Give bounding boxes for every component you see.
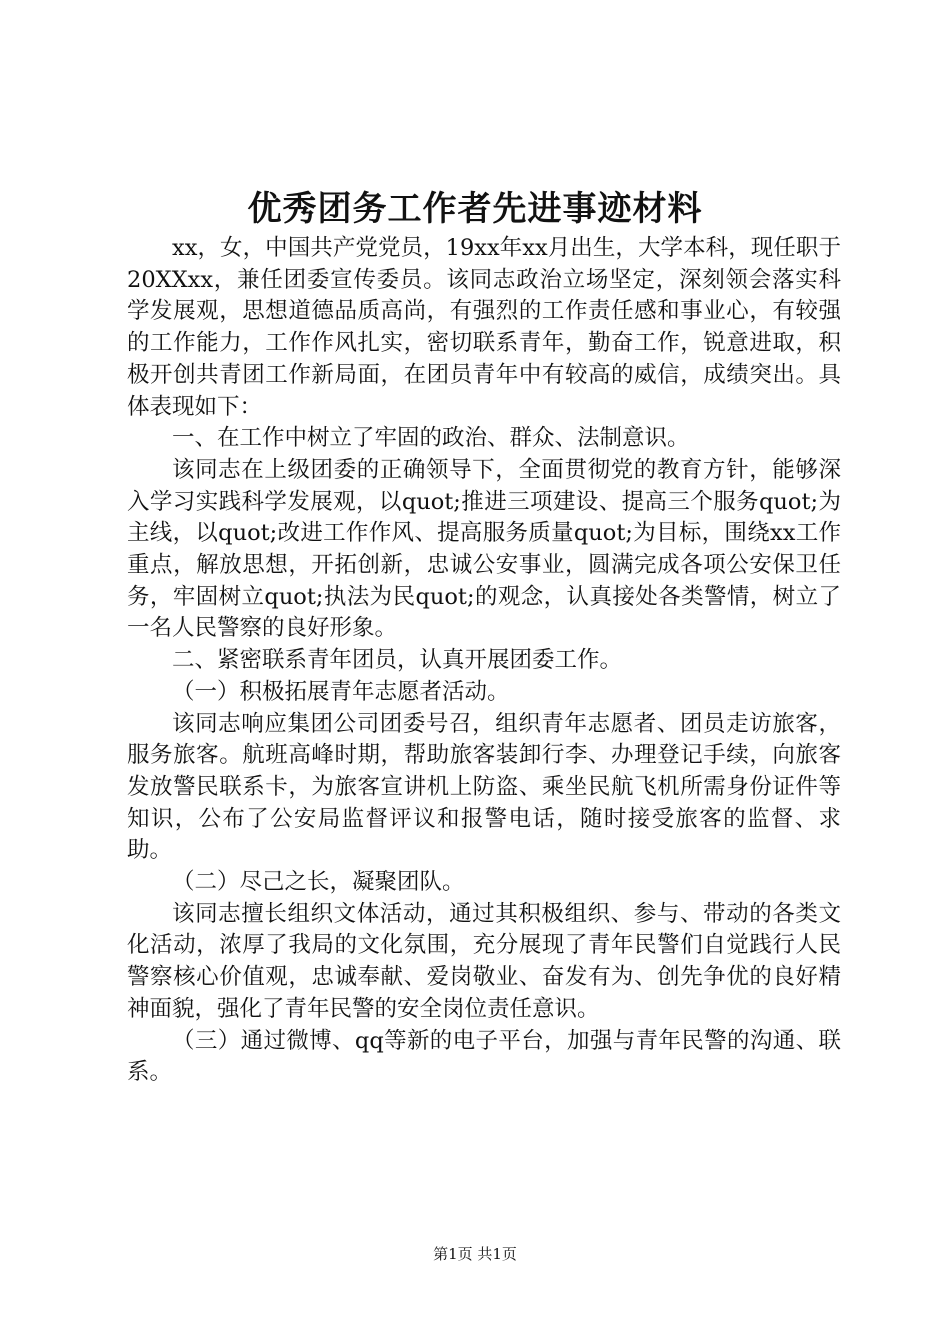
document-title: 优秀团务工作者先进事迹材料	[247, 189, 703, 229]
paragraph-intro: xx，女，中国共产党党员，19xx年xx月出生，大学本科，现任职于20XXxx，兼任团委宣传委员。该同志政治立场坚定，深刻领会落实科学发展观，思想道德品质高尚，有强烈的工作责任感和事业心，有较强的工作能力，工作作风扎实，密切联系青年，勤奋工作，锐意进取，积极开创共青团工作新局面，在团员青年中有较高的威信，成绩突出。具体表现如下：	[127, 235, 841, 420]
document-body	[127, 233, 841, 1089]
heading-section-1: 一、在工作中树立了牢固的政治、群众、法制意识。	[172, 425, 690, 452]
paragraph-section-1: 该同志在上级团委的正确领导下，全面贯彻党的教育方针，能够深入学习实践科学发展观，以quot;推进三项建设、提高三个服务quot;为主线，以quot;改进工作作风、提高服务质量quot;为目标，围绕xx工作重点，解放思想，开拓创新，忠诚公安事业，圆满完成各项公安保卫任务，牢固树立quot;执法为民quot;的观念，认真接处各类警情，树立了一名人民警察的良好形象。	[127, 456, 841, 642]
subheading-2-2: （二）尽己之长，凝聚团队。	[172, 869, 465, 896]
subheading-2-1: （一）积极拓展青年志愿者活动。	[172, 678, 510, 705]
page-number-footer: 第1页 共1页	[433, 1245, 517, 1263]
paragraph-2-2: 该同志擅长组织文体活动，通过其积极组织、参与、带动的各类文化活动，浓厚了我局的文化氛围，充分展现了青年民警们自觉践行人民警察核心价值观，忠诚奉献、爱岗敬业、奋发有为、创先争优的良好精神面貌，强化了青年民警的安全岗位责任意识。	[127, 900, 841, 1022]
subheading-2-3: （三）通过微博、qq等新的电子平台，加强与青年民警的沟通、联系。	[127, 1027, 841, 1086]
heading-section-2: 二、紧密联系青年团员，认真开展团委工作。	[172, 647, 623, 674]
paragraph-2-1: 该同志响应集团公司团委号召，组织青年志愿者、团员走访旅客，服务旅客。航班高峰时期，帮助旅客装卸行李、办理登记手续，向旅客发放警民联系卡，为旅客宣讲机上防盗、乘坐民航飞机所需身份证件等知识，公布了公安局监督评议和报警电话，随时接受旅客的监督、求助。	[127, 710, 841, 864]
